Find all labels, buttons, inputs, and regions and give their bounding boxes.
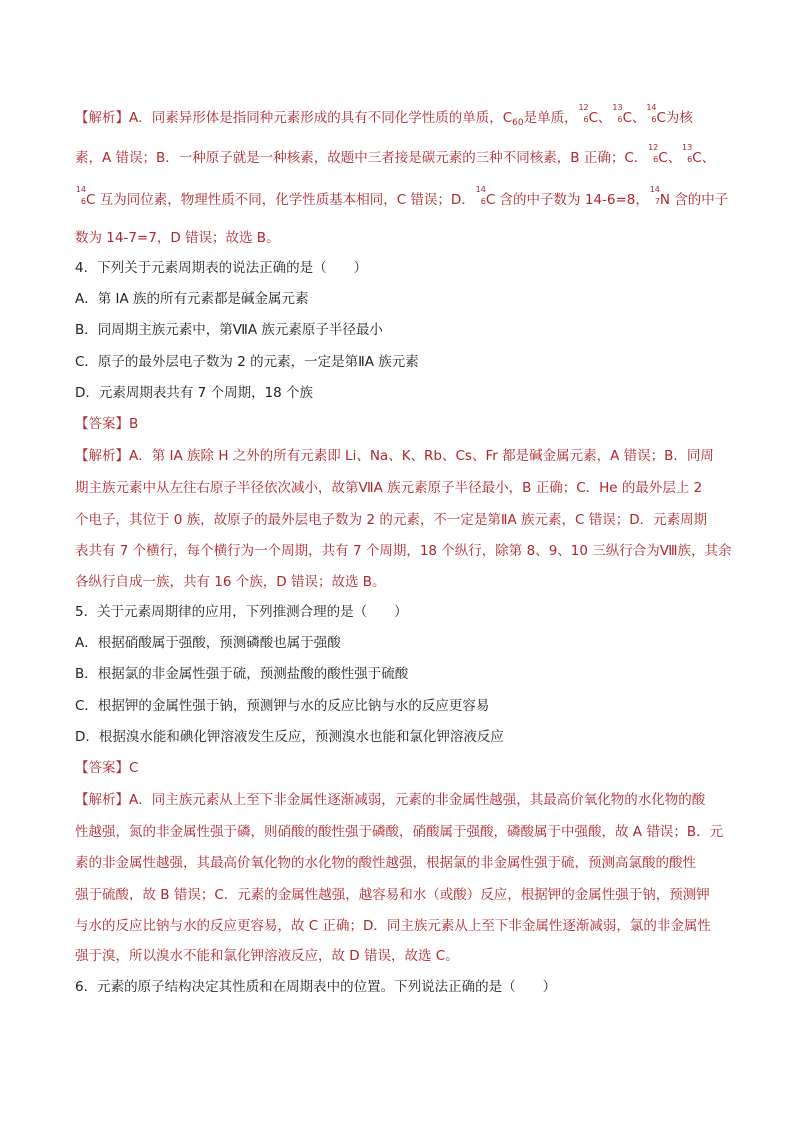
q4-analysis-line-2: 期主族元素中从左往右原子半径依次减小，故第ⅦA 族元素原子半径最小，B 正确；C．He 的最外层上 2 xyxy=(75,480,703,496)
q5-option-b: B．根据氯的非金属性强于硫，预测盐酸的酸性强于硫酸 xyxy=(75,666,409,682)
isotope-c13: 13 6 xyxy=(682,143,693,164)
q4-analysis-line-3: 个电子，其位于 0 族，故原子的最外层电子数为 2 的元素，不一定是第ⅡA 族元素，C 错误；D．元素周期 xyxy=(75,512,708,528)
isotope-c12: 12 6 xyxy=(648,143,659,164)
q5-stem: 5．关于元素周期律的应用，下列推测合理的是（ ） xyxy=(75,604,408,620)
answer-tag: 【答案】 xyxy=(75,416,129,432)
isotope-c14: 14 6 xyxy=(75,185,86,206)
q5-analysis-line-6: 强于溴，所以溴水不能和氯化钾溶液反应，故 D 错误，故选 C。 xyxy=(75,948,459,964)
q5-option-a: A．根据硝酸属于强酸，预测磷酸也属于强酸 xyxy=(75,635,341,651)
q4-option-d: D．元素周期表共有 7 个周期，18 个族 xyxy=(75,385,314,401)
q3-analysis-line-1: 【解析】A．同素异形体是指同种元素形成的具有不同化学性质的单质，$C_{60}$是单质， 12 6 C、 13 6 C、 14 6 C为核 xyxy=(75,103,693,128)
q5-analysis-line-2: 性越强，氮的非金属性强于磷，则硝酸的酸性强于磷酸，硝酸属于强酸，磷酸属于中强酸，故 A 错误；B．元 xyxy=(75,824,724,840)
q5-analysis-line-5: 与水的反应比钠与水的反应更容易，故 C 正确；D．同主族元素从上至下非金属性逐渐减弱，氯的非金属性 xyxy=(75,918,711,934)
q4-option-b: B．同周期主族元素中，第ⅦA 族元素原子半径最小 xyxy=(75,322,383,338)
q5-option-d: D．根据溴水能和碘化钾溶液发生反应，预测溴水也能和氯化钾溶液反应 xyxy=(75,729,504,745)
q5-answer xyxy=(75,758,722,778)
q5-analysis-line-3: 素的非金属性越强，其最高价氧化物的水化物的酸性越强，根据氯的非金属性强于硫，预测高氯酸的酸性 xyxy=(75,855,696,871)
c60-subscript: 60 xyxy=(512,118,524,128)
q6-stem: 6．元素的原子结构决定其性质和在周期表中的位置。下列说法正确的是（ ） xyxy=(75,979,557,995)
q4-option-a: A．第 IA 族的所有元素都是碱金属元素 xyxy=(75,291,309,307)
answer-tag: 【答案】 xyxy=(75,760,129,776)
answer-value: B xyxy=(129,416,139,432)
q4-stem: 4．下列关于元素周期表的说法正确的是（ ） xyxy=(75,260,368,276)
q3-analysis-line-4: 数为 14-7=7，D 错误；故选 B。 xyxy=(75,230,280,246)
analysis-tag: 【解析】 xyxy=(75,110,129,126)
q4-answer xyxy=(75,414,722,434)
q5-analysis-line-4: 强于硫酸，故 B 错误；C．元素的金属性越强，越容易和水（或酸）反应，根据钾的金属性强于钠，预测钾 xyxy=(75,887,710,903)
answer-value: C xyxy=(129,760,139,776)
isotope-c12: 12 6 xyxy=(578,103,589,124)
q5-option-c: C．根据钾的金属性强于钠，预测钾与水的反应比钠与水的反应更容易 xyxy=(75,698,490,714)
q4-analysis-line-5: 各纵行自成一族，共有 16 个族，D 错误；故选 B。 xyxy=(75,574,386,590)
isotope-c14: 14 6 xyxy=(646,103,657,124)
analysis-tag: 【解析】 xyxy=(75,792,129,808)
q3-analysis-line-3: 14 6 C 互为同位素，物理性质不同，化学性质基本相同，C 错误；D． 14 6 C 含的中子数为 14-6=8， 14 7 N 含的中子 xyxy=(75,185,729,208)
q4-analysis-line-1: 【解析】A．第 IA 族除 H 之外的所有元素即 Li、Na、K、Rb、Cs、Fr 都是碱金属元素，A 错误；B．同周 xyxy=(75,448,714,464)
analysis-tag: 【解析】 xyxy=(75,448,129,464)
q4-option-c: C．原子的最外层电子数为 2 的元素，一定是第ⅡA 族元素 xyxy=(75,354,419,370)
isotope-c14: 14 6 xyxy=(475,185,486,206)
q3-analysis-line-2: 素，A 错误；B．一种原子就是一种核素，故题中三者接是碳元素的三种不同核素，B 正确；C． 12 6 C、 13 6 C、 xyxy=(75,143,716,166)
isotope-n14: 14 7 xyxy=(649,185,660,206)
q4-analysis-line-4: 表共有 7 个横行，每个横行为一个周期，共有 7 个周期，18 个纵行，除第 8、9、10 三纵行合为Ⅷ族，其余 xyxy=(75,543,732,559)
isotope-c13: 13 6 xyxy=(612,103,623,124)
q5-analysis-line-1: 【解析】A．同主族元素从上至下非金属性逐渐减弱，元素的非金属性越强，其最高价氧化物的水化物的酸 xyxy=(75,792,706,808)
